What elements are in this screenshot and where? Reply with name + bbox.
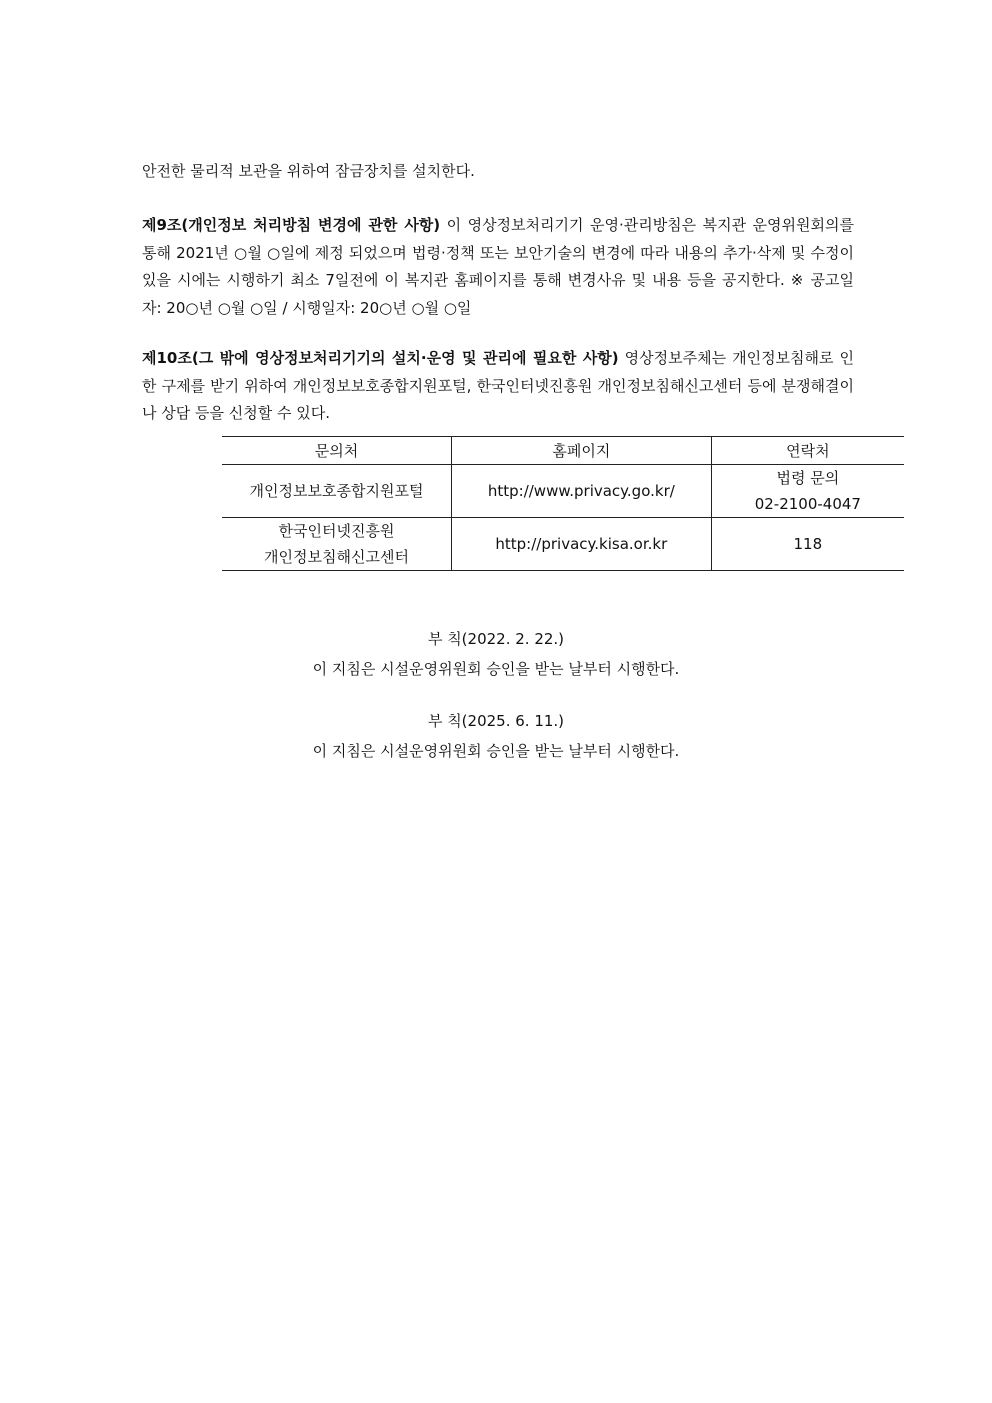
phone-line1: 법령 문의	[776, 469, 840, 487]
url-cell	[451, 518, 711, 571]
org-name-line1: 한국인터넷진흥원	[278, 522, 395, 540]
supplementary-2-title: 부 칙(2025. 6. 11.)	[427, 712, 565, 730]
phone-cell	[711, 465, 904, 518]
table-row	[222, 518, 904, 571]
supplementary-1-text: 이 지침은 시설운영위원회 승인을 받는 날부터 시행한다.	[312, 660, 680, 678]
org-cell	[222, 518, 451, 571]
intro-text: 안전한 물리적 보관을 위하여 잠금장치를 설치한다.	[142, 162, 475, 180]
intro-paragraph	[142, 158, 854, 186]
url-cell	[451, 465, 711, 518]
org-cell	[222, 465, 451, 518]
homepage-url[interactable]: http://privacy.kisa.or.kr	[495, 535, 668, 553]
article-9-heading: 제9조(개인정보 처리방침 변경에 관한 사항)	[142, 216, 441, 234]
homepage-url[interactable]: http://www.privacy.go.kr/	[487, 482, 675, 500]
supplementary-1-title: 부 칙(2022. 2. 22.)	[427, 630, 565, 648]
supplementary-2-text: 이 지침은 시설운영위원회 승인을 받는 날부터 시행한다.	[312, 742, 680, 760]
contact-table	[222, 436, 904, 571]
header-inquiry: 문의처	[222, 437, 451, 465]
org-name-line2: 개인정보침해신고센터	[264, 548, 409, 566]
phone-line1: 118	[793, 535, 823, 553]
org-name-line1: 개인정보보호종합지원포털	[249, 482, 424, 500]
article-9-paragraph	[142, 212, 854, 322]
contact-table-header-row	[222, 437, 904, 465]
article-9-body: 이 영상정보처리기기 운영·관리방침은 복지관 운영위원회의를 통해 2021년 ○월 ○일에 제정 되었으며 법령·정책 또는 보안기술의 변경에 따라 내용의 추가·삭제 및 수정이 있을 시에는 시행하기 최소 7일전에 이 복지관 홈페이지를 통해 변경사유 및 내용 등을 공지한다. ※ 공고일자: 20○년 ○월 ○일 / 시행일자: 20○년 ○월 ○일	[142, 216, 854, 317]
phone-cell	[711, 518, 904, 571]
table-row	[222, 465, 904, 518]
article-10-paragraph	[142, 345, 854, 428]
header-homepage: 홈페이지	[451, 437, 711, 465]
article-10-heading: 제10조(그 밖에 영상정보처리기기의 설치·운영 및 관리에 필요한 사항)	[142, 349, 619, 367]
header-contact: 연락처	[711, 437, 904, 465]
phone-line2: 02-2100-4047	[754, 495, 861, 513]
article-10-body: 영상정보주체는 개인정보침해로 인한 구제를 받기 위하여 개인정보보호종합지원포털, 한국인터넷진흥원 개인정보침해신고센터 등에 분쟁해결이나 상담 등을 신청할 수 있다.	[142, 349, 855, 422]
